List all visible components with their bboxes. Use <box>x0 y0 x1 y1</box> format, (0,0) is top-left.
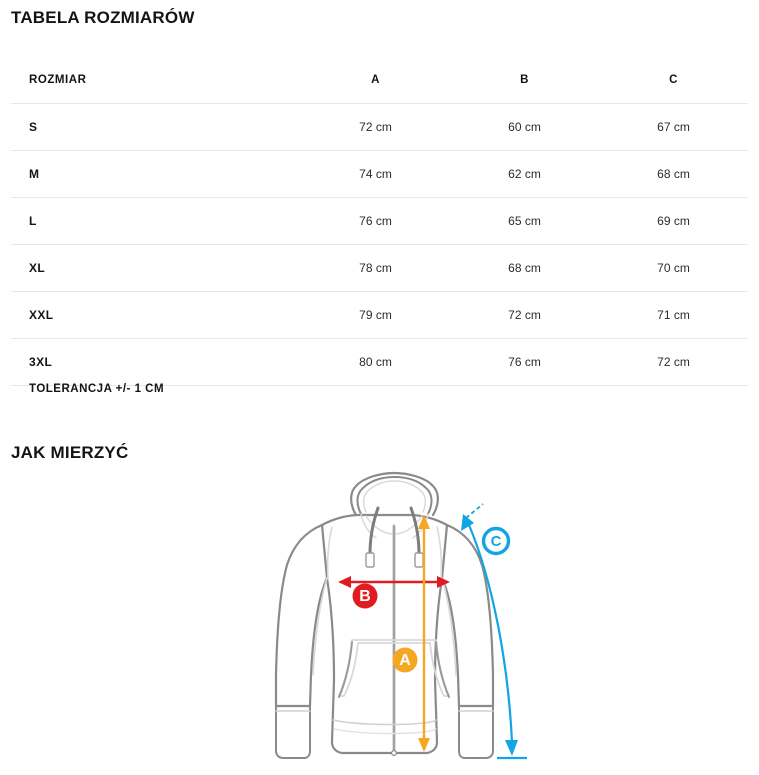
cell-b: 65 cm <box>450 198 599 245</box>
cell-b: 60 cm <box>450 104 599 151</box>
left-drawstring-tip <box>366 553 374 567</box>
cell-a: 80 cm <box>301 339 450 386</box>
hood-lining <box>364 481 426 512</box>
column-header-size: ROZMIAR <box>11 57 301 104</box>
column-header-c: C <box>599 57 748 104</box>
page-title-size-chart: TABELA ROZMIARÓW <box>11 8 195 27</box>
cell-c: 72 cm <box>599 339 748 386</box>
table-row <box>11 245 748 292</box>
hoodie-measurement-illustration <box>0 470 759 775</box>
table-row <box>11 104 748 151</box>
cell-b: 72 cm <box>450 292 599 339</box>
cell-c: 70 cm <box>599 245 748 292</box>
right-shoulder-seam <box>437 527 441 578</box>
table-row <box>11 198 748 245</box>
column-header-a: A <box>301 57 450 104</box>
cell-b: 76 cm <box>450 339 599 386</box>
left-cuff <box>276 706 310 758</box>
cell-b: 62 cm <box>450 151 599 198</box>
size-chart-table <box>11 57 748 386</box>
cell-size: L <box>11 198 301 245</box>
cell-a: 74 cm <box>301 151 450 198</box>
cell-a: 72 cm <box>301 104 450 151</box>
hem-band-inner <box>334 729 436 734</box>
measure-c-label: C <box>490 533 502 550</box>
measure-a-arrowhead-bottom <box>418 738 430 752</box>
cell-c: 69 cm <box>599 198 748 245</box>
left-shoulder-seam <box>328 527 332 578</box>
cell-c: 67 cm <box>599 104 748 151</box>
hood-inner-edge <box>357 477 431 514</box>
table-row <box>11 151 748 198</box>
measure-c-arrowhead-bottom <box>505 740 518 756</box>
table-row <box>11 292 748 339</box>
cell-a: 76 cm <box>301 198 450 245</box>
cell-size: 3XL <box>11 339 301 386</box>
cell-c: 68 cm <box>599 151 748 198</box>
measure-a-label: A <box>399 652 411 669</box>
measurement-a-group <box>393 515 431 752</box>
zipper-pull <box>392 751 397 756</box>
right-cuff <box>459 706 493 758</box>
measure-b-label: B <box>359 588 371 605</box>
measure-c-leader-line <box>466 504 483 518</box>
cell-c: 71 cm <box>599 292 748 339</box>
table-header-row <box>11 57 748 104</box>
cell-size: XXL <box>11 292 301 339</box>
right-drawstring-tip <box>415 553 423 567</box>
column-header-b: B <box>450 57 599 104</box>
cell-size: M <box>11 151 301 198</box>
cell-a: 79 cm <box>301 292 450 339</box>
cell-size: S <box>11 104 301 151</box>
section-title-how-to-measure: JAK MIERZYĆ <box>11 443 129 462</box>
table-row <box>11 339 748 386</box>
hem-band-top <box>333 720 436 725</box>
cell-size: XL <box>11 245 301 292</box>
measure-b-arrowhead-left <box>338 576 351 588</box>
cell-b: 68 cm <box>450 245 599 292</box>
hoodie-garment-drawing <box>276 473 493 758</box>
tolerance-note: TOLERANCJA +/- 1 CM <box>29 383 165 395</box>
body-outline <box>322 515 447 753</box>
cell-a: 78 cm <box>301 245 450 292</box>
